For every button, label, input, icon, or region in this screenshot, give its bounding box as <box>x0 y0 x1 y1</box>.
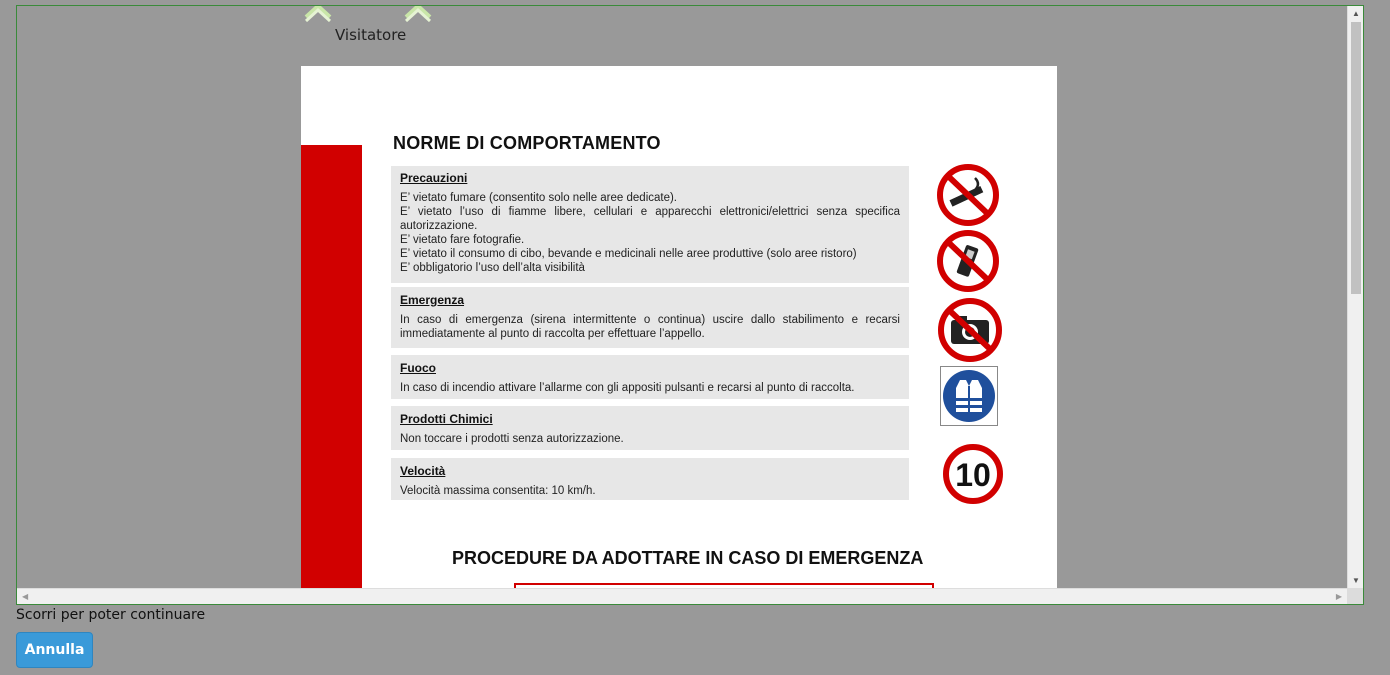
document-title: NORME DI COMPORTAMENTO <box>393 133 661 153</box>
section-fire <box>391 355 909 399</box>
horizontal-scrollbar[interactable] <box>17 588 1347 604</box>
cancel-button[interactable]: Annulla <box>16 632 93 668</box>
scroll-thumb[interactable] <box>1351 22 1361 294</box>
speed-limit-icon <box>939 444 1007 504</box>
high-visibility-vest-icon <box>940 366 998 426</box>
section-line: In caso di incendio attivare l’allarme con gli appositi pulsanti e recarsi al punto di raccolta. <box>400 382 855 394</box>
chevron-up-icon <box>303 5 333 22</box>
visitor-label: Visitatore <box>335 26 407 44</box>
section-line: E’ vietato il consumo di cibo, bevande e medicinali nelle aree produttive (solo aree ristoro) <box>400 248 857 260</box>
section-line: E’ obbligatorio l’uso dell’alta visibilità <box>400 262 585 274</box>
scrollbar-corner <box>1347 588 1363 604</box>
rules-document <box>301 66 1057 605</box>
scroll-up-icon[interactable]: ▲ <box>1352 9 1360 18</box>
section-precautions <box>391 166 909 283</box>
no-smoking-icon <box>935 164 1001 226</box>
section-emergency <box>391 287 909 348</box>
section-line: In caso di emergenza (sirena intermittente o continua) uscire dallo stabilimento e recarsi immediatamente al punto di raccolta per effettuare l’appello. <box>400 314 900 340</box>
section-chemicals <box>391 406 909 450</box>
document-viewer-frame[interactable] <box>16 5 1364 605</box>
section-speed <box>391 458 909 500</box>
vertical-scrollbar[interactable] <box>1347 6 1363 588</box>
section-line: E’ vietato l’uso di fiamme libere, cellulari e apparecchi elettronici/elettrici senza specifica autorizzazione. <box>400 206 900 232</box>
procedures-title: PROCEDURE DA ADOTTARE IN CASO DI EMERGENZA <box>452 548 924 568</box>
scroll-down-icon[interactable]: ▼ <box>1352 576 1360 585</box>
section-line: Velocità massima consentita: 10 km/h. <box>400 485 596 497</box>
no-camera-icon <box>935 298 1005 362</box>
section-heading: Precauzioni <box>400 171 468 185</box>
speed-limit-value: 10 <box>955 457 991 493</box>
scroll-left-icon[interactable]: ◀ <box>22 592 29 601</box>
no-phone-icon <box>935 230 1001 292</box>
chevron-up-icon <box>403 5 433 22</box>
scroll-right-icon[interactable]: ▶ <box>1335 592 1342 601</box>
section-line: E’ vietato fumare (consentito solo nelle aree dedicate). <box>400 192 678 204</box>
red-side-bar <box>301 145 362 605</box>
section-heading: Velocità <box>400 464 446 478</box>
section-line: Non toccare i prodotti senza autorizzazione. <box>400 433 624 445</box>
section-heading: Prodotti Chimici <box>400 412 493 426</box>
scroll-hint: Scorri per poter continuare <box>16 607 206 623</box>
section-line: E’ vietato fare fotografie. <box>400 234 525 246</box>
section-heading: Emergenza <box>400 293 465 307</box>
section-heading: Fuoco <box>400 361 436 375</box>
